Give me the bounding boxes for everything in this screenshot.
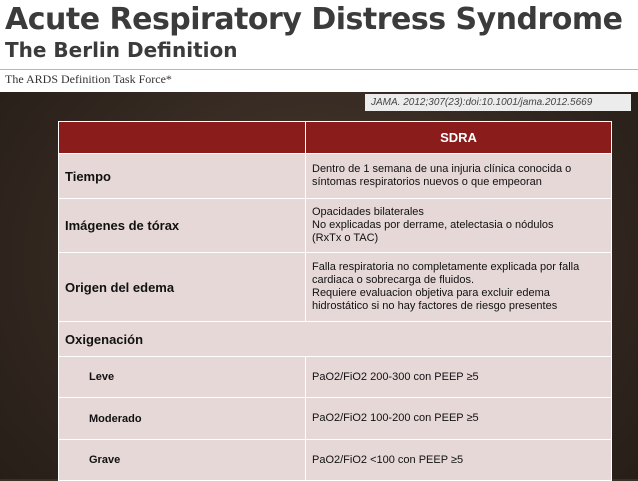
value-line: hidrostático si no hay factores de riesgo presentes: [312, 300, 558, 312]
table-row: [59, 357, 612, 398]
table-row: [59, 253, 612, 322]
value-line: Opacidades bilaterales: [312, 206, 424, 218]
row-value: [306, 253, 612, 322]
sdra-criteria-table: [58, 121, 612, 481]
table-row: [59, 322, 612, 357]
row-label: Tiempo: [59, 154, 306, 199]
header-divider: [0, 69, 638, 70]
oxigenacion-label: Oxigenación: [59, 322, 612, 357]
table-row: [59, 199, 612, 253]
value-line: Dentro de 1 semana de una injuria clínica conocida o: [312, 163, 572, 175]
article-header: [0, 0, 638, 92]
severity-label: Moderado: [59, 398, 306, 440]
table-row: [59, 440, 612, 481]
severity-label: Leve: [59, 357, 306, 398]
value-line: Requiere evaluacion objetiva para excluir edema: [312, 287, 550, 299]
row-value: [306, 154, 612, 199]
table-row: [59, 398, 612, 440]
header-empty-cell: [59, 122, 306, 154]
table-header: SDRA: [306, 122, 612, 154]
severity-label: Grave: [59, 440, 306, 481]
value-line: síntomas respiratorios nuevos o que empeoran: [312, 176, 542, 188]
severity-value: PaO2/FiO2 200-300 con PEEP ≥5: [306, 357, 612, 398]
article-subtitle: The Berlin Definition: [5, 38, 238, 62]
row-label: Origen del edema: [59, 253, 306, 322]
row-label: Imágenes de tórax: [59, 199, 306, 253]
table-row: [59, 154, 612, 199]
severity-value: PaO2/FiO2 <100 con PEEP ≥5: [306, 440, 612, 481]
journal-citation: JAMA. 2012;307(23):doi:10.1001/jama.2012.5669: [365, 94, 631, 111]
value-line: No explicadas por derrame, atelectasia o nódulos: [312, 219, 554, 231]
table-header-row: [59, 122, 612, 154]
severity-value: PaO2/FiO2 100-200 con PEEP ≥5: [306, 398, 612, 440]
row-value: [306, 199, 612, 253]
task-force-byline: The ARDS Definition Task Force*: [5, 72, 172, 86]
value-line: Falla respiratoria no completamente explicada por falla: [312, 261, 580, 273]
value-line: (RxTx o TAC): [312, 232, 379, 244]
article-title: Acute Respiratory Distress Syndrome: [5, 2, 623, 37]
value-line: cardiaca o sobrecarga de fluidos.: [312, 274, 475, 286]
